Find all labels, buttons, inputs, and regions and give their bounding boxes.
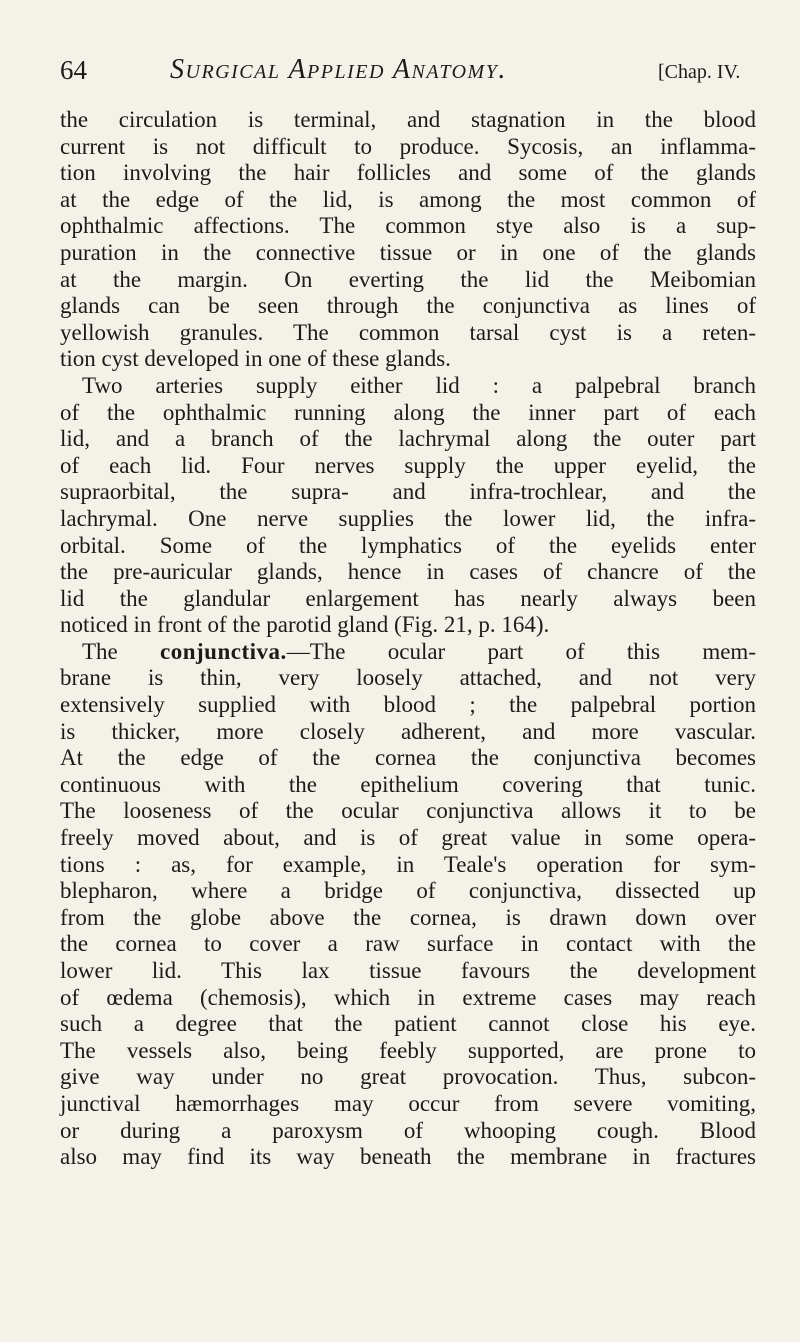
text-line: of œdema (chemosis), which in extreme cases may reach bbox=[60, 984, 756, 1010]
text-line: brane is thin, very loosely attached, and not very bbox=[60, 665, 756, 691]
text-line: The looseness of the ocular conjunctiva allows it to be bbox=[60, 798, 756, 824]
page-number: 64 bbox=[60, 55, 87, 85]
text-line: blepharon, where a bridge of conjunctiva, dissected up bbox=[60, 878, 756, 904]
text-line: extensively supplied with blood ; the palpebral portion bbox=[60, 692, 756, 718]
text-line: of the ophthalmic running along the inner part of each bbox=[60, 399, 756, 425]
text-line: the pre-auricular glands, hence in cases of chancre of the bbox=[60, 559, 756, 585]
text-line: Two arteries supply either lid : a palpebral branch bbox=[82, 372, 756, 398]
text-line: lid the glandular enlargement has nearly always been bbox=[60, 585, 756, 611]
text-line: the circulation is terminal, and stagnation in the blood bbox=[60, 107, 756, 132]
text-line: supraorbital, the supra- and infra-trochlear, and the bbox=[60, 479, 756, 505]
text-line: puration in the connective tissue or in one of the glands bbox=[60, 239, 756, 265]
text-line: give way under no great provocation. Thus, subcon- bbox=[60, 1064, 756, 1090]
running-title: Surgical Applied Anatomy. bbox=[170, 54, 507, 85]
text-line: at the margin. On everting the lid the Meibomian bbox=[60, 266, 756, 292]
text-line: continuous with the epithelium covering that tunic. bbox=[60, 771, 756, 797]
text-line: lachrymal. One nerve supplies the lower lid, the infra- bbox=[60, 505, 756, 531]
section-heading: conjunctiva. bbox=[160, 638, 287, 664]
text-line: tion involving the hair follicles and some of the glands bbox=[60, 160, 756, 186]
text-line: the cornea to cover a raw surface in contact with the bbox=[60, 931, 756, 957]
text-line: lid, and a branch of the lachrymal along the outer part bbox=[60, 426, 756, 452]
text-line: such a degree that the patient cannot close his eye. bbox=[60, 1011, 756, 1037]
text-line: is thicker, more closely adherent, and more vascular. bbox=[60, 718, 756, 744]
text-line: at the edge of the lid, is among the most common of bbox=[60, 186, 756, 212]
text-line: orbital. Some of the lymphatics of the eyelids enter bbox=[60, 532, 756, 558]
text-line: junctival hæmorrhages may occur from severe vomiting, bbox=[60, 1090, 756, 1116]
line-rest: —The ocular part of this mem- bbox=[286, 638, 756, 664]
text-line: yellowish granules. The common tarsal cyst is a reten- bbox=[60, 319, 756, 345]
section-heading-line bbox=[60, 639, 756, 666]
text-line: current is not difficult to produce. Sycosis, an inflamma- bbox=[60, 133, 756, 159]
text-line: lower lid. This lax tissue favours the development bbox=[60, 958, 756, 983]
text-line: from the globe above the cornea, is drawn down over bbox=[60, 904, 756, 930]
chapter-reference: [Chap. IV. bbox=[658, 61, 741, 83]
text-line: At the edge of the cornea the conjunctiva becomes bbox=[60, 745, 756, 771]
line-lead: The bbox=[82, 638, 160, 664]
text-line: glands can be seen through the conjunctiva as lines of bbox=[60, 293, 756, 319]
text-line: of each lid. Four nerves supply the upper eyelid, the bbox=[60, 452, 756, 478]
text-line: also may find its way beneath the membrane in fractures bbox=[60, 1144, 756, 1170]
body-text bbox=[60, 107, 756, 1171]
text-line: noticed in front of the parotid gland (Fig. 21, p. 164). bbox=[60, 612, 550, 638]
page-header bbox=[60, 50, 760, 90]
text-line: tion cyst developed in one of these glands. bbox=[60, 346, 451, 372]
text-line: ophthalmic affections. The common stye also is a sup- bbox=[60, 213, 756, 239]
text-line: The vessels also, being feebly supported, are prone to bbox=[60, 1037, 756, 1063]
text-line: or during a paroxysm of whooping cough. Blood bbox=[60, 1117, 756, 1143]
text-line: tions : as, for example, in Teale's operation for sym- bbox=[60, 851, 756, 877]
text-line: freely moved about, and is of great value in some opera- bbox=[60, 825, 756, 851]
